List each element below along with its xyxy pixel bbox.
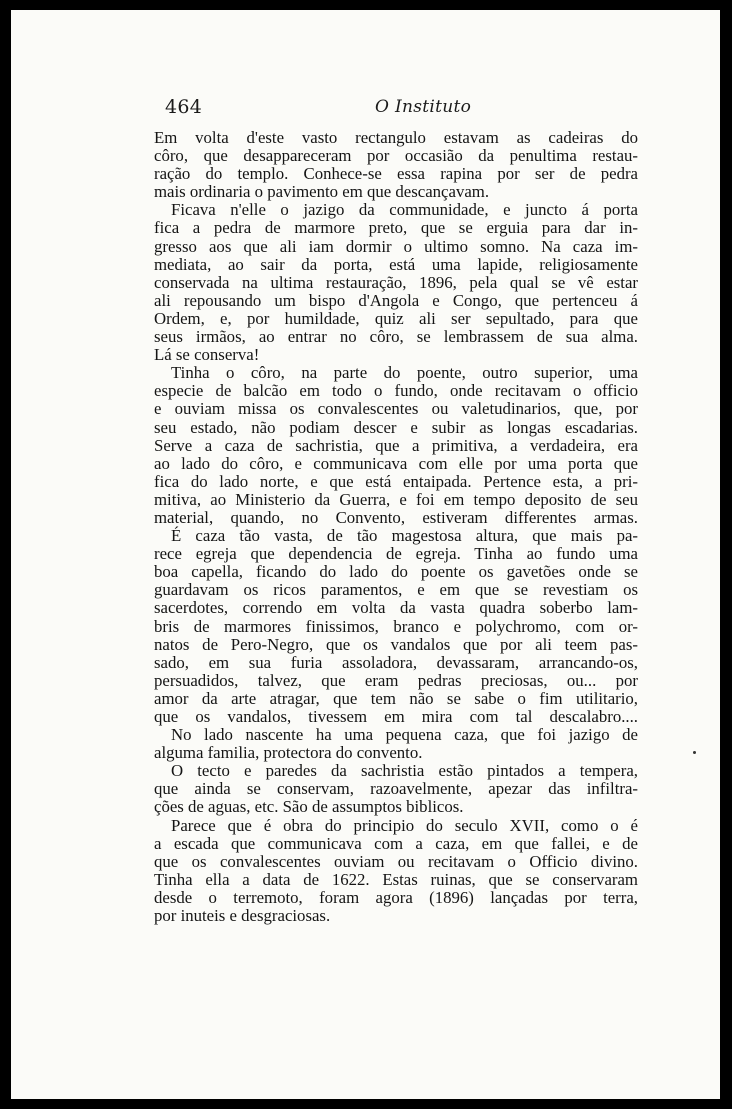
text-line: a escada que communicava com a caza, em que fallei, e de [154,833,638,853]
text-line: Serve a caza de sachristia, que a primitiva, a verdadeira, era [154,435,638,455]
text-line: É caza tão vasta, de tão magestosa altura, que mais pa- [171,526,638,546]
running-title: O Instituto [375,97,472,117]
text-line: sado, em sua furia assoladora, devassaram, arrancando-os, [154,652,638,672]
text-line: alguma familia, protectora do convento. [154,743,423,763]
text-line: seus irmãos, ao entrar no côro, se lembrassem de sua alma. [154,327,638,347]
text-line: ao lado do côro, e communicava com elle por uma porta que [154,453,638,473]
text-line: natos de Pero-Negro, que os vandalos que por ali teem pas- [154,634,638,654]
text-line: Em volta d'este vasto rectangulo estavam as cadeiras do [154,128,638,147]
text-line: persuadidos, talvez, que eram pedras preciosas, ou... por [154,670,638,690]
text-line: mitiva, ao Ministerio da Guerra, e foi em tempo deposito de seu [154,489,638,509]
text-line: que os vandalos, tivessem em mira com tal descalabro.... [154,707,638,726]
text-line: rece egreja que dependencia de egreja. Tinha ao fundo uma [154,544,638,564]
text-line: gresso aos que ali iam dormir o ultimo somno. Na caza im- [154,236,638,256]
text-line: No lado nascente ha uma pequena caza, que foi jazigo de [171,725,638,745]
text-line: côro, que desappareceram por occasião da penultima restau- [154,146,638,166]
text-line: ração do templo. Conhece-se essa rapina por ser de pedra [154,164,638,184]
text-line: mais ordinaria o pavimento em que descançavam. [154,182,490,202]
text-line: fica a pedra de marmore preto, que se erguia para dar in- [154,218,638,238]
text-line: ções de aguas, etc. São de assumptos biblicos. [154,797,464,817]
text-line: Parece que é obra do principio do seculo XVII, como o é [171,815,638,835]
text-line: material, quando, no Convento, estiveram differentes armas. [154,507,638,527]
text-line: bris de marmores finissimos, branco e polychromo, com or- [154,616,638,636]
text-line: por inuteis e desgraciosas. [154,906,331,926]
text-line: sacerdotes, correndo em volta da vasta quadra soberbo lam- [154,598,638,618]
text-line: fica do lado norte, e que está entaipada. Pertence esta, a pri- [154,471,638,491]
text-line: boa capella, ficando do lado do poente os gavetões onde se [154,562,638,582]
text-line: Tinha o côro, na parte do poente, outro superior, uma [171,363,638,383]
body-text [154,129,638,925]
text-line: Ficava n'elle o jazigo da communidade, e juncto á porta [171,200,638,220]
text-line: conservada na ultima restauração, 1896, pela qual se vê estar [154,272,638,292]
text-line: mediata, ao sair da porta, está uma lapide, religiosamente [154,254,638,274]
text-line: Ordem, e, por humildade, quiz ali ser sepultado, para que [154,308,638,328]
text-line: especie de balcão em todo o fundo, onde recitavam o officio [154,381,638,401]
text-line: e ouviam missa os convalescentes ou valetudinarios, que, por [154,399,638,419]
text-line: Lá se conserva! [154,345,260,365]
text-line: O tecto e paredes da sachristia estão pintados a tempera, [171,761,638,781]
text-line: Tinha ella a data de 1622. Estas ruinas, que se conservaram [154,869,638,889]
text-line: amor da arte atragar, que tem não se sabe o fim utilitario, [154,688,638,708]
ink-speck [693,751,696,754]
text-line: que ainda se conservam, razoavelmente, apezar das infiltra- [154,779,638,799]
text-line: desde o terremoto, foram agora (1896) lançadas por terra, [154,887,638,907]
text-line: ali repousando um bispo d'Angola e Congo, que pertenceu á [154,290,638,310]
text-line: que os convalescentes ouviam ou recitavam o Officio divino. [154,851,638,871]
text-line: seu estado, não podiam descer e subir as longas escadarias. [154,417,638,437]
page-header [165,96,651,124]
text-line: guardavam os ricos paramentos, e em que se revestiam os [154,580,638,600]
page-number: 464 [165,96,203,118]
